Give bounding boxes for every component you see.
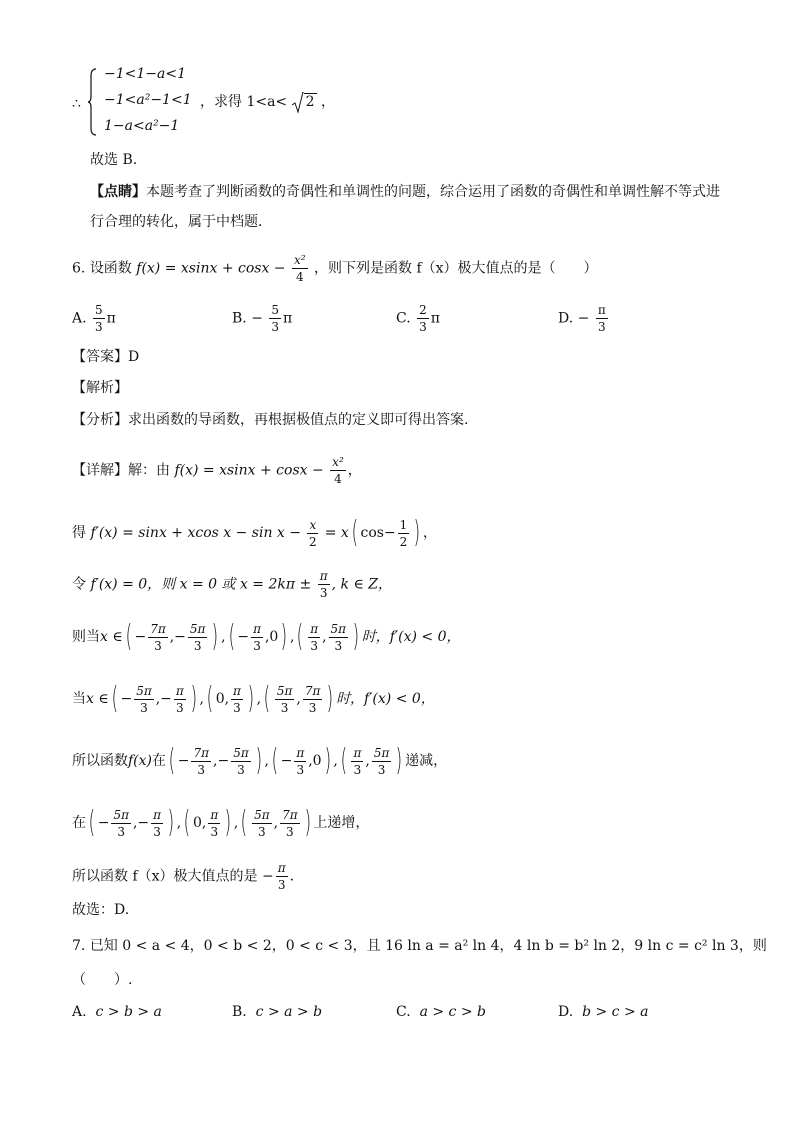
option-letter: A.: [72, 310, 87, 327]
option-letter: C.: [396, 310, 411, 327]
solve-text: ，求得 1<a<: [200, 94, 288, 110]
frac-den: 2: [399, 534, 408, 549]
frac-num: 1: [399, 517, 408, 532]
step2-tail: , k ∈ Z，: [331, 576, 392, 593]
step1-prefix: 得: [72, 525, 86, 541]
q7-number: 7.: [72, 938, 86, 954]
step7-tail: ．: [289, 868, 304, 885]
step5-in: 在: [152, 753, 167, 769]
step1-expr: f′(x) = sinx + xcos x − sin x −: [90, 525, 301, 541]
q5-answer: 故选 B．: [90, 152, 147, 168]
step2-expr: f′(x) = 0，则 x = 0 或 x = 2kπ ±: [90, 576, 312, 593]
option-pi: π: [106, 310, 116, 327]
detail-label: 【详解】: [72, 462, 128, 479]
q7-option-b[interactable]: [232, 1004, 322, 1020]
step3-prefix: 则当: [72, 629, 100, 645]
frac-den: 3: [419, 320, 427, 334]
option-frac: [596, 304, 608, 333]
frac-num: x: [309, 517, 317, 532]
paren-close: ): [413, 515, 421, 550]
step4-prefix: 当: [72, 691, 86, 707]
option-text: c > a > b: [255, 1004, 323, 1020]
option-letter: D.: [558, 1004, 574, 1020]
q7-option-c[interactable]: [396, 1004, 486, 1020]
step3-tail: 时，f′(x) < 0，: [361, 629, 461, 645]
frac-num: π: [597, 303, 606, 317]
step6-prefix: 在: [72, 815, 86, 831]
option-sign: −: [251, 310, 263, 327]
q6-step-4: 当x ∈( − $\frac{5\pi}{3}$ ,− $\frac{\pi}{3}$ ) ,( 0, $\frac{\pi}{3}$ ) ,( $\frac{5\pi}{3}$ , $\frac{7\pi}{3}$ ) 时，f′(x) < 0，: [72, 681, 435, 716]
step7-frac: [276, 862, 288, 891]
detail-fraction: [330, 456, 346, 485]
option-letter: B.: [232, 1004, 247, 1020]
option-text: c > b > a: [95, 1004, 162, 1020]
step2-frac: [318, 570, 330, 599]
q6-step-7: [72, 862, 304, 891]
q6-stem: [72, 254, 598, 283]
option-frac: [269, 304, 281, 333]
paren-open: (: [351, 515, 358, 550]
solve-tail: ，: [321, 94, 335, 110]
comment-label: 【点睛】: [90, 184, 146, 200]
sqrt-icon: [292, 92, 304, 114]
q6-option-d[interactable]: [558, 304, 610, 333]
step1-half: [398, 519, 410, 548]
step2-prefix: 令: [72, 576, 86, 593]
q5-comment-line-2: 行合理的转化，属于中档题．: [90, 214, 272, 230]
option-text: b > c > a: [582, 1004, 649, 1020]
frac-den: 3: [319, 586, 328, 600]
q6-option-b[interactable]: [232, 304, 292, 333]
frac-den: 3: [277, 878, 286, 892]
sqrt-expression: [292, 92, 317, 112]
frac-num: π: [277, 861, 286, 875]
q7-stem-2: （ ）.: [72, 972, 133, 988]
detail-function: f(x) = xsinx + cosx −: [174, 462, 324, 479]
inequality-row-2: −1<a²−1<1: [104, 92, 192, 108]
step4-tail: 时，f′(x) < 0，: [336, 691, 435, 707]
left-brace-icon: [88, 68, 97, 136]
option-frac: [93, 304, 105, 333]
q5-comment-line-1: [90, 182, 720, 202]
solve-result: [200, 92, 335, 112]
step5-tail: 递减，: [405, 753, 448, 769]
step7-text: 所以函数 f（x）极大值点的是 −: [72, 868, 274, 885]
fenxi-label: 【分析】: [72, 412, 128, 428]
inequality-row-3: 1−a<a²−1: [104, 118, 180, 134]
q6-step-2: [72, 570, 392, 599]
q6-option-a[interactable]: [72, 304, 116, 333]
therefore-symbol: ∴: [72, 96, 81, 112]
frac-den: 2: [309, 534, 317, 549]
option-pi: π: [430, 310, 440, 327]
q6-stem-prefix: 设函数: [89, 260, 132, 277]
detail-prefix: 解：由: [128, 462, 170, 479]
step1-frac: [307, 519, 318, 548]
step1-mid: = x: [324, 525, 349, 541]
step1-cos: cos−: [360, 525, 396, 541]
q7-option-d[interactable]: [558, 1004, 649, 1020]
step5-f: f(x): [128, 753, 153, 769]
step5-prefix: 所以函数: [72, 753, 128, 769]
frac-num: 5: [271, 303, 280, 317]
option-frac: [417, 304, 429, 333]
q6-step-1: 得 f′(x) = sinx + xcos x − sin x − $\frac{x}{2}$ = x( cos− $\frac{1}{2}$ ) ，: [72, 515, 438, 550]
option-letter: B.: [232, 310, 247, 327]
option-pi: π: [283, 310, 293, 327]
q6-fenxi: [72, 410, 468, 430]
q6-step-5: 所以函数f(x)在( − $\frac{7\pi}{3}$ ,− $\frac{5\pi}{3}$ ) ,( − $\frac{\pi}{3}$ ,0) ,( $\frac{\pi}{3}$ , $\frac{5\pi}{3}$ ) 递减，: [72, 743, 448, 778]
q6-analysis-label: 【解析】: [72, 380, 128, 396]
option-text: a > c > b: [419, 1004, 486, 1020]
q6-step-3: 则当x ∈( − $\frac{7\pi}{3}$ ,− $\frac{5\pi}{3}$ ) ,( − $\frac{\pi}{3}$ ,0) ,( $\frac{\pi}{3}$ , $\frac{5\pi}{3}$ ) 时，f′(x) < 0，: [72, 619, 461, 654]
frac-num: 5: [95, 303, 103, 317]
frac-num: x²: [293, 253, 306, 267]
option-letter: C.: [396, 1004, 411, 1020]
step6-tail: 上递增，: [313, 815, 370, 831]
frac-num: π: [319, 569, 328, 583]
q6-fraction: [292, 254, 308, 283]
frac-den: 4: [334, 472, 342, 486]
q6-option-c[interactable]: [396, 304, 440, 333]
q6-detail: 【详解】解：由 f(x) = xsinx + cosx − $\frac{\text{x²}}{4}$ ，: [72, 455, 362, 486]
frac-den: 4: [295, 270, 304, 284]
frac-den: 3: [271, 320, 280, 334]
option-sign: −: [577, 310, 590, 327]
frac-num: 2: [419, 303, 427, 317]
option-letter: D.: [558, 310, 574, 327]
q6-function: f(x) = xsinx + cosx −: [136, 260, 286, 277]
q6-answer: 【答案】D: [72, 349, 140, 365]
q6-final: 故选：D.: [72, 902, 130, 918]
q7-option-a[interactable]: [72, 1004, 162, 1020]
frac-den: 3: [95, 320, 103, 334]
q6-step-6: 在( − $\frac{5\pi}{3}$ ,− $\frac{\pi}{3}$ ) ,( 0, $\frac{\pi}{3}$ ) ,( $\frac{5\pi}{3}$ , $\frac{7\pi}{3}$ ) 上递增，: [72, 805, 370, 840]
option-letter: A.: [72, 1004, 87, 1020]
frac-den: 3: [597, 320, 606, 334]
inequality-row-1: −1<1−a<1: [104, 66, 186, 82]
sqrt-argument: 2: [305, 94, 315, 110]
q7-stem: [72, 936, 767, 956]
fenxi-text: 求出函数的导函数，再根据极值点的定义即可得出答案.: [128, 412, 469, 428]
comment-text-1: 本题考查了判断函数的奇偶性和单调性的问题，综合运用了函数的奇偶性和单调性解不等式进: [146, 184, 720, 200]
q6-number: 6.: [72, 260, 86, 277]
frac-num: x²: [332, 455, 344, 469]
q7-stem-text: 已知 0 < a < 4，0 < b < 2，0 < c < 3，且 16 ln a = a² ln 4，4 ln b = b² ln 2，9 ln c = c² ln 3，则: [89, 938, 767, 954]
q6-stem-suffix: ，则下列是函数 f（x）极大值点的是（ ）: [314, 260, 598, 277]
